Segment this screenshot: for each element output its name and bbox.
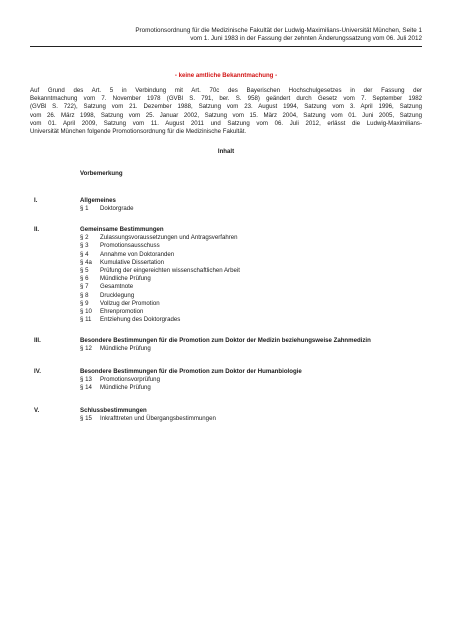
paragraph-title: Prüfung der eingereichten wissenschaftlichen Arbeit <box>100 266 240 274</box>
toc-vorbemerkung: Vorbemerkung <box>80 170 123 177</box>
section-title: Schlussbestimmungen <box>80 407 147 414</box>
section-number: V. <box>34 407 40 414</box>
paragraph-number: § 4a <box>80 258 92 266</box>
paragraph-number: § 13 <box>80 376 92 384</box>
paragraph-number: § 10 <box>80 307 92 315</box>
header-line-1: Promotionsordnung für die Medizinische Fakultät der Ludwig-Maximilians-Universität München, Seite 1 <box>135 27 422 34</box>
section-number: IV. <box>34 368 41 375</box>
paragraph-title: Annahme von Doktoranden <box>100 250 175 258</box>
paragraph-title: Ehrenpromotion <box>100 307 144 315</box>
paragraph-title: Promotionsausschuss <box>100 242 160 250</box>
section-number: I. <box>34 197 38 204</box>
toc-title: Inhalt <box>217 148 235 155</box>
paragraph-number: § 1 <box>80 205 89 213</box>
paragraph-title: Drucklegung <box>100 291 135 299</box>
preamble-line: vom 01. April 2009, Satzung vom 11. August 2011 und Satzung vom 06. Juli 2012, erlässt die Ludwig-Maximilians- <box>30 119 422 127</box>
page-header <box>30 27 422 44</box>
preamble-paragraph <box>30 87 422 136</box>
paragraph-number: § 9 <box>80 299 89 307</box>
paragraph-number: § 7 <box>80 283 89 291</box>
section-title: Besondere Bestimmungen für die Promotion zum Doktor der Medizin beziehungsweise Zahnmedizin <box>80 337 371 344</box>
paragraph-title: Doktorgrade <box>100 205 134 213</box>
preamble-line: Universität München folgende Promotionsordnung für die Medizinische Fakultät. <box>30 128 247 136</box>
paragraph-title: Mündliche Prüfung <box>100 345 151 353</box>
paragraph-number: § 3 <box>80 242 89 250</box>
paragraph-title: Mündliche Prüfung <box>100 384 151 392</box>
header-rule <box>30 46 422 47</box>
header-line-2: vom 1. Juni 1983 in der Fassung der zehnten Änderungssatzung vom 06. Juli 2012 <box>190 35 422 43</box>
paragraph-title: Inkrafttreten und Übergangsbestimmungen <box>100 415 216 423</box>
paragraph-title: Gesamtnote <box>100 283 134 291</box>
paragraph-number: § 14 <box>80 384 92 392</box>
paragraph-title: Kumulative Dissertation <box>100 258 165 266</box>
section-title: Allgemeines <box>80 197 116 204</box>
paragraph-title: Zulassungsvoraussetzungen und Antragsverfahren <box>100 234 238 242</box>
paragraph-number: § 15 <box>80 415 92 423</box>
paragraph-number: § 12 <box>80 345 92 353</box>
paragraph-number: § 4 <box>80 250 89 258</box>
paragraph-number: § 2 <box>80 234 89 242</box>
section-number: II. <box>34 226 40 233</box>
paragraph-title: Promotionsvorprüfung <box>100 376 160 384</box>
notice-text: - keine amtliche Bekanntmachung - <box>174 72 278 79</box>
section-number: III. <box>34 337 41 344</box>
paragraph-number: § 6 <box>80 275 89 283</box>
paragraph-number: § 11 <box>80 316 92 324</box>
preamble-line: Auf Grund des Art. 5 in Verbindung mit Art. 70c des Bayerischen Hochschulgesetzes in der Fassung der <box>30 87 422 94</box>
preamble-line: Bekanntmachung vom 7. November 1978 (GVBl S. 791, ber. S. 958) geändert durch Gesetz vom 7. September 1982 <box>30 95 422 103</box>
preamble-line: (GVBl S. 722), Satzung vom 21. Dezember 1988, Satzung vom 23. August 1994, Satzung vom 3. April 1996, Satzung <box>30 103 422 111</box>
paragraph-title: Entziehung des Doktorgrades <box>100 316 181 324</box>
section-title: Besondere Bestimmungen für die Promotion zum Doktor der Humanbiologie <box>80 368 302 375</box>
section-title: Gemeinsame Bestimmungen <box>80 226 164 233</box>
paragraph-number: § 8 <box>80 291 89 299</box>
paragraph-title: Vollzug der Promotion <box>100 299 160 307</box>
paragraph-number: § 5 <box>80 266 89 274</box>
paragraph-title: Mündliche Prüfung <box>100 275 151 283</box>
preamble-line: vom 26. März 1998, Satzung vom 25. Januar 2002, Satzung vom 15. März 2004, Satzung vom 01. Juni 2005, Satzung <box>30 111 422 119</box>
